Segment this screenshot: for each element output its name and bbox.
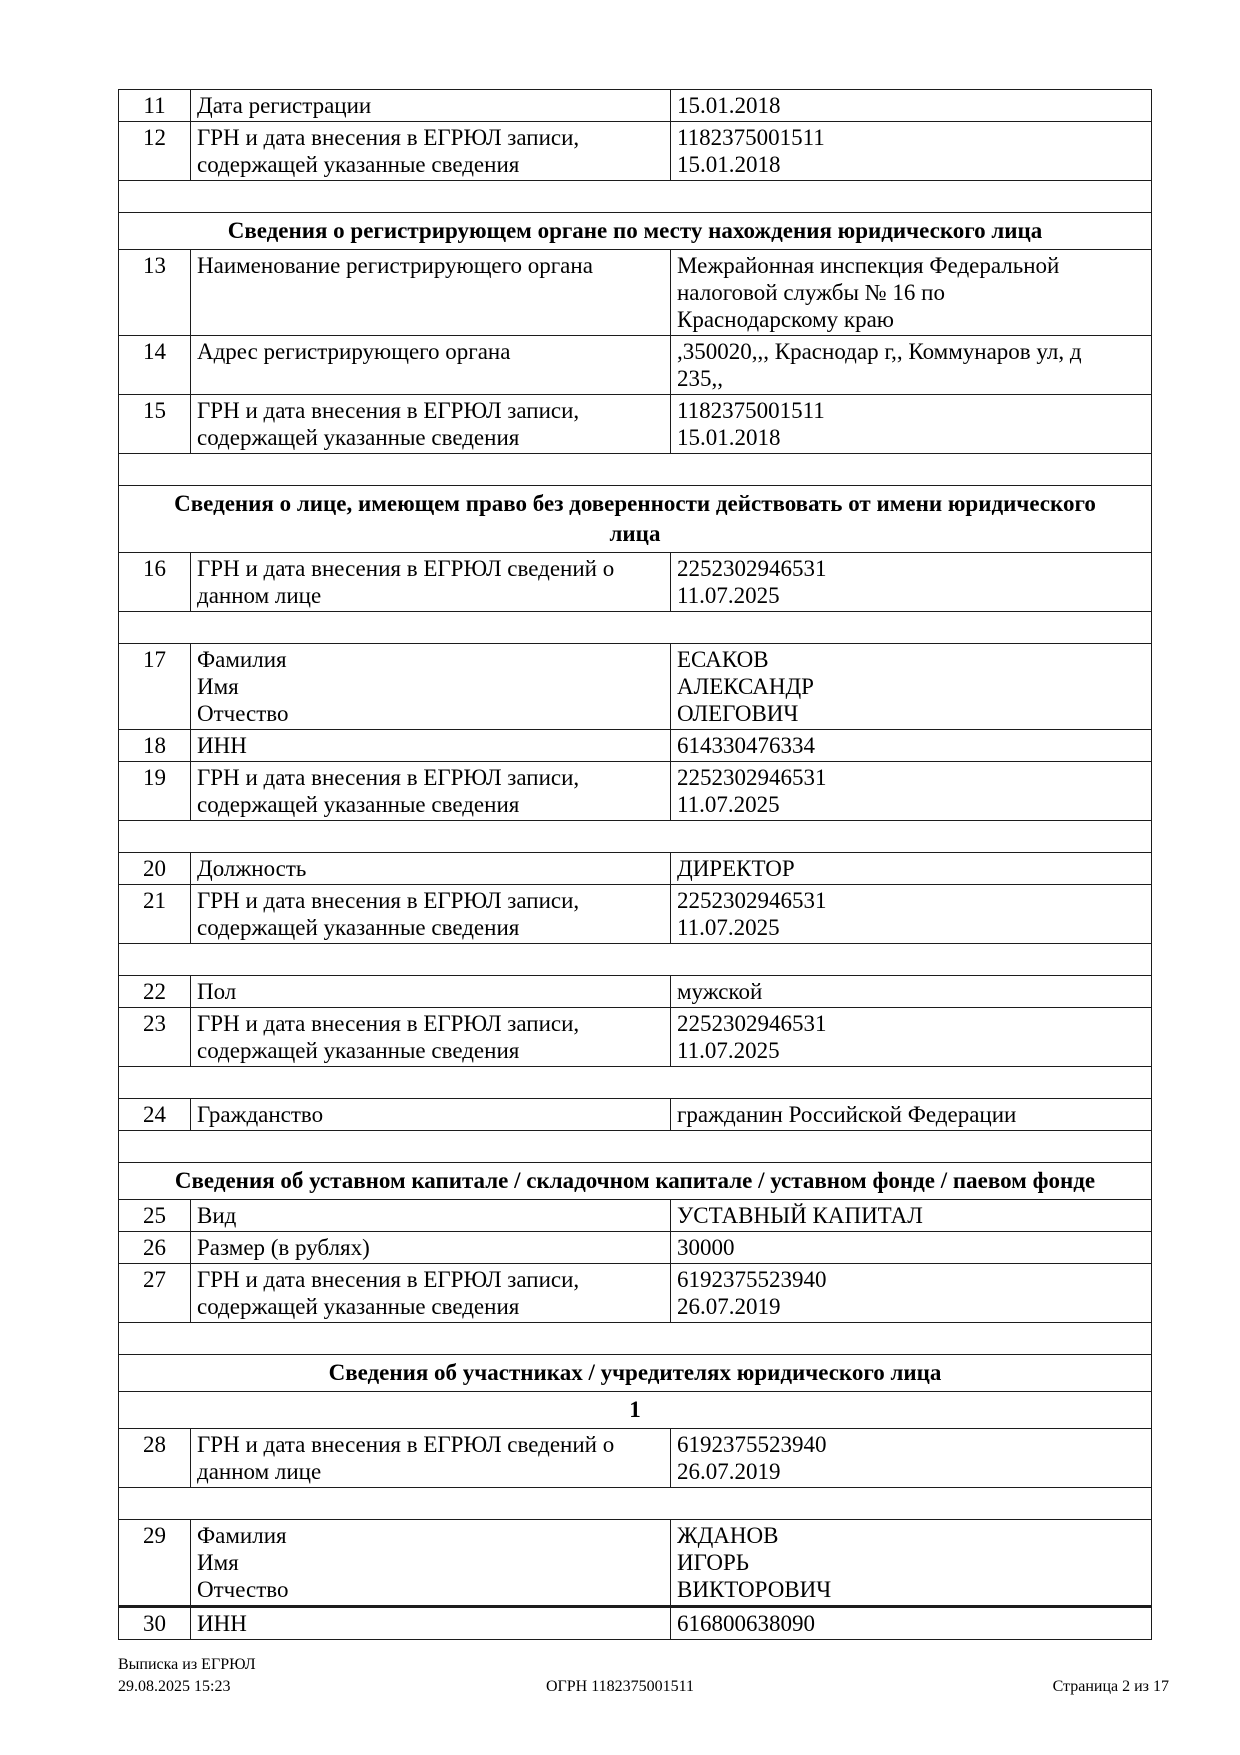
spacer-row bbox=[119, 612, 1152, 644]
field-name-cell bbox=[191, 885, 671, 944]
section-header-line: Сведения об уставном капитале / складочном капитале / уставном фонде / паевом фонде bbox=[174, 1168, 1096, 1193]
row-number: 14 bbox=[119, 336, 191, 395]
section-header-row bbox=[119, 213, 1152, 250]
field-name-line: содержащей указанные сведения bbox=[197, 1038, 520, 1063]
table-row-27 bbox=[119, 1264, 1152, 1323]
field-name-cell bbox=[191, 395, 671, 454]
field-name-cell bbox=[191, 853, 671, 885]
table-row-14 bbox=[119, 336, 1152, 395]
field-value-line: мужской bbox=[677, 979, 763, 1004]
row-number: 26 bbox=[119, 1232, 191, 1264]
field-value-cell bbox=[671, 90, 1152, 122]
field-value-cell bbox=[671, 762, 1152, 821]
field-value-line: 1182375001511 bbox=[677, 125, 825, 150]
section-header-row bbox=[119, 486, 1152, 553]
spacer-row bbox=[119, 1323, 1152, 1355]
field-value-line: 15.01.2018 bbox=[677, 93, 781, 118]
table-row-15 bbox=[119, 395, 1152, 454]
field-name-line: ИНН bbox=[197, 1611, 247, 1636]
field-value-cell bbox=[671, 553, 1152, 612]
field-value-cell bbox=[671, 1200, 1152, 1232]
field-value-line: ОЛЕГОВИЧ bbox=[677, 701, 799, 726]
table-row-20 bbox=[119, 853, 1152, 885]
field-name-cell bbox=[191, 553, 671, 612]
field-name-cell bbox=[191, 1429, 671, 1488]
field-name-line: Отчество bbox=[197, 701, 289, 726]
field-value-cell bbox=[671, 1429, 1152, 1488]
field-name-line: Вид bbox=[197, 1203, 237, 1228]
field-name-line: содержащей указанные сведения bbox=[197, 1294, 520, 1319]
spacer-cell bbox=[119, 1323, 1152, 1355]
field-name-line: Отчество bbox=[197, 1577, 289, 1602]
table-row-25 bbox=[119, 1200, 1152, 1232]
field-name-line: содержащей указанные сведения bbox=[197, 915, 520, 940]
field-value-line: 1182375001511 bbox=[677, 398, 825, 423]
section-header-cell bbox=[119, 486, 1152, 553]
table-row-12 bbox=[119, 122, 1152, 181]
field-value-line: 11.07.2025 bbox=[677, 583, 780, 608]
field-name-cell bbox=[191, 1232, 671, 1264]
egrul-table-body bbox=[119, 90, 1152, 1640]
field-name-line: Дата регистрации bbox=[197, 93, 372, 118]
field-name-line: ГРН и дата внесения в ЕГРЮЛ записи, bbox=[197, 888, 580, 913]
field-value-line: налоговой службы № 16 по bbox=[677, 280, 945, 305]
table-row-22 bbox=[119, 976, 1152, 1008]
table-row-19 bbox=[119, 762, 1152, 821]
row-number: 16 bbox=[119, 553, 191, 612]
field-name-line: ГРН и дата внесения в ЕГРЮЛ сведений о bbox=[197, 1432, 615, 1457]
section-header-line: Сведения о регистрирующем органе по месту нахождения юридического лица bbox=[227, 218, 1043, 243]
table-row-28 bbox=[119, 1429, 1152, 1488]
spacer-cell bbox=[119, 1067, 1152, 1099]
field-value-line: УСТАВНЫЙ КАПИТАЛ bbox=[677, 1203, 923, 1228]
field-name-line: ГРН и дата внесения в ЕГРЮЛ записи, bbox=[197, 1267, 580, 1292]
field-name-line: Должность bbox=[197, 856, 307, 881]
field-name-cell bbox=[191, 1200, 671, 1232]
field-value-line: гражданин Российской Федерации bbox=[677, 1102, 1017, 1127]
field-name-line: Гражданство bbox=[197, 1102, 324, 1127]
field-name-cell bbox=[191, 644, 671, 730]
field-name-line: Имя bbox=[197, 674, 239, 699]
row-number: 19 bbox=[119, 762, 191, 821]
field-value-line: Краснодарскому краю bbox=[677, 307, 894, 332]
spacer-cell bbox=[119, 181, 1152, 213]
section-header-line: Сведения об участниках / учредителях юридического лица bbox=[328, 1360, 942, 1385]
spacer-row bbox=[119, 1067, 1152, 1099]
field-value-line: Межрайонная инспекция Федеральной bbox=[677, 253, 1060, 278]
table-row-21 bbox=[119, 885, 1152, 944]
footer-ogrn: ОГРН 1182375001511 bbox=[545, 1678, 695, 1695]
field-name-cell bbox=[191, 1264, 671, 1323]
field-name-line: данном лице bbox=[197, 1459, 322, 1484]
field-name-line: данном лице bbox=[197, 583, 322, 608]
row-number: 25 bbox=[119, 1200, 191, 1232]
field-value-line: ИГОРЬ bbox=[677, 1550, 749, 1575]
field-name-cell bbox=[191, 1099, 671, 1131]
field-value-line: 11.07.2025 bbox=[677, 915, 780, 940]
row-number: 20 bbox=[119, 853, 191, 885]
field-value-line: 2252302946531 bbox=[677, 1011, 827, 1036]
field-value-line: 30000 bbox=[677, 1235, 735, 1260]
field-name-cell bbox=[191, 1520, 671, 1607]
spacer-cell bbox=[119, 454, 1152, 486]
spacer-row bbox=[119, 1131, 1152, 1163]
spacer-row bbox=[119, 454, 1152, 486]
table-row-26 bbox=[119, 1232, 1152, 1264]
field-name-cell bbox=[191, 122, 671, 181]
field-value-cell bbox=[671, 1264, 1152, 1323]
field-name-line: Пол bbox=[197, 979, 237, 1004]
field-name-cell bbox=[191, 730, 671, 762]
field-value-cell bbox=[671, 730, 1152, 762]
field-value-line: 15.01.2018 bbox=[677, 152, 781, 177]
spacer-row bbox=[119, 821, 1152, 853]
section-header-row bbox=[119, 1163, 1152, 1200]
section-header-cell bbox=[119, 213, 1152, 250]
field-name-line: Фамилия bbox=[197, 647, 287, 672]
field-value-cell bbox=[671, 250, 1152, 336]
table-row-23 bbox=[119, 1008, 1152, 1067]
field-name-line: Адрес регистрирующего органа bbox=[197, 339, 511, 364]
field-name-line: Имя bbox=[197, 1550, 239, 1575]
table-row-30 bbox=[119, 1607, 1152, 1640]
field-value-line: 6192375523940 bbox=[677, 1267, 827, 1292]
row-number: 23 bbox=[119, 1008, 191, 1067]
field-name-line: Наименование регистрирующего органа bbox=[197, 253, 593, 278]
spacer-cell bbox=[119, 821, 1152, 853]
table-row-29 bbox=[119, 1520, 1152, 1607]
row-number: 17 bbox=[119, 644, 191, 730]
field-value-cell bbox=[671, 644, 1152, 730]
field-value-line: 2252302946531 bbox=[677, 888, 827, 913]
row-number: 15 bbox=[119, 395, 191, 454]
field-value-cell bbox=[671, 1607, 1152, 1640]
row-number: 12 bbox=[119, 122, 191, 181]
field-name-line: содержащей указанные сведения bbox=[197, 792, 520, 817]
participant-index-cell: 1 bbox=[119, 1392, 1152, 1429]
field-name-line: ГРН и дата внесения в ЕГРЮЛ записи, bbox=[197, 398, 580, 423]
section-header-cell bbox=[119, 1163, 1152, 1200]
field-name-cell bbox=[191, 250, 671, 336]
field-name-cell bbox=[191, 976, 671, 1008]
footer-datetime: 29.08.2025 15:23 bbox=[118, 1678, 231, 1695]
egrul-table bbox=[118, 89, 1152, 1640]
spacer-row bbox=[119, 944, 1152, 976]
table-row-13 bbox=[119, 250, 1152, 336]
field-value-line: ,350020,,, Краснодар г,, Коммунаров ул, д bbox=[677, 339, 1082, 364]
field-value-cell bbox=[671, 122, 1152, 181]
field-name-cell bbox=[191, 1008, 671, 1067]
field-value-line: 2252302946531 bbox=[677, 765, 827, 790]
field-value-line: 26.07.2019 bbox=[677, 1459, 781, 1484]
field-value-cell bbox=[671, 336, 1152, 395]
table-row-24 bbox=[119, 1099, 1152, 1131]
table-row-11 bbox=[119, 90, 1152, 122]
field-name-line: ГРН и дата внесения в ЕГРЮЛ записи, bbox=[197, 125, 580, 150]
field-value-cell bbox=[671, 1099, 1152, 1131]
spacer-row bbox=[119, 1488, 1152, 1520]
spacer-cell bbox=[119, 612, 1152, 644]
field-value-line: 26.07.2019 bbox=[677, 1294, 781, 1319]
participant-index-row bbox=[119, 1392, 1152, 1429]
field-value-cell bbox=[671, 1008, 1152, 1067]
field-value-line: 11.07.2025 bbox=[677, 1038, 780, 1063]
field-name-cell bbox=[191, 90, 671, 122]
spacer-cell bbox=[119, 1131, 1152, 1163]
row-number: 22 bbox=[119, 976, 191, 1008]
field-value-line: АЛЕКСАНДР bbox=[677, 674, 814, 699]
field-name-line: ГРН и дата внесения в ЕГРЮЛ записи, bbox=[197, 1011, 580, 1036]
field-value-cell bbox=[671, 976, 1152, 1008]
field-name-cell bbox=[191, 336, 671, 395]
row-number: 24 bbox=[119, 1099, 191, 1131]
field-value-cell bbox=[671, 1520, 1152, 1607]
row-number: 11 bbox=[119, 90, 191, 122]
field-name-cell bbox=[191, 1607, 671, 1640]
field-name-line: Размер (в рублях) bbox=[197, 1235, 370, 1260]
field-name-line: Фамилия bbox=[197, 1523, 287, 1548]
section-header-cell bbox=[119, 1355, 1152, 1392]
row-number: 21 bbox=[119, 885, 191, 944]
field-value-line: ВИКТОРОВИЧ bbox=[677, 1577, 832, 1602]
field-value-line: 614330476334 bbox=[677, 733, 815, 758]
field-value-line: 616800638090 bbox=[677, 1611, 815, 1636]
field-name-line: ИНН bbox=[197, 733, 247, 758]
field-value-line: ЖДАНОВ bbox=[677, 1523, 779, 1548]
field-name-line: ГРН и дата внесения в ЕГРЮЛ записи, bbox=[197, 765, 580, 790]
spacer-row bbox=[119, 181, 1152, 213]
field-name-cell bbox=[191, 762, 671, 821]
table-row-18 bbox=[119, 730, 1152, 762]
section-header-line: Сведения о лице, имеющем право без доверенности действовать от имени юридического bbox=[174, 491, 1096, 516]
section-header-line: лица bbox=[609, 521, 661, 546]
field-value-line: 11.07.2025 bbox=[677, 792, 780, 817]
row-number: 29 bbox=[119, 1520, 191, 1607]
field-name-line: ГРН и дата внесения в ЕГРЮЛ сведений о bbox=[197, 556, 615, 581]
row-number: 27 bbox=[119, 1264, 191, 1323]
row-number: 18 bbox=[119, 730, 191, 762]
footer-doc-type: Выписка из ЕГРЮЛ bbox=[118, 1656, 256, 1673]
field-value-cell bbox=[671, 395, 1152, 454]
row-number: 13 bbox=[119, 250, 191, 336]
field-value-line: ЕСАКОВ bbox=[677, 647, 769, 672]
field-value-cell bbox=[671, 853, 1152, 885]
field-name-line: содержащей указанные сведения bbox=[197, 425, 520, 450]
footer-page-number: Страница 2 из 17 bbox=[1052, 1678, 1169, 1695]
field-value-line: 15.01.2018 bbox=[677, 425, 781, 450]
field-value-cell bbox=[671, 885, 1152, 944]
field-value-line: 6192375523940 bbox=[677, 1432, 827, 1457]
table-row-16 bbox=[119, 553, 1152, 612]
field-value-line: 2252302946531 bbox=[677, 556, 827, 581]
spacer-cell bbox=[119, 944, 1152, 976]
row-number: 30 bbox=[119, 1607, 191, 1640]
field-value-line: 235,, bbox=[677, 366, 723, 391]
spacer-cell bbox=[119, 1488, 1152, 1520]
table-row-17 bbox=[119, 644, 1152, 730]
row-number: 28 bbox=[119, 1429, 191, 1488]
field-value-line: ДИРЕКТОР bbox=[677, 856, 795, 881]
field-value-cell bbox=[671, 1232, 1152, 1264]
field-name-line: содержащей указанные сведения bbox=[197, 152, 520, 177]
section-header-row bbox=[119, 1355, 1152, 1392]
